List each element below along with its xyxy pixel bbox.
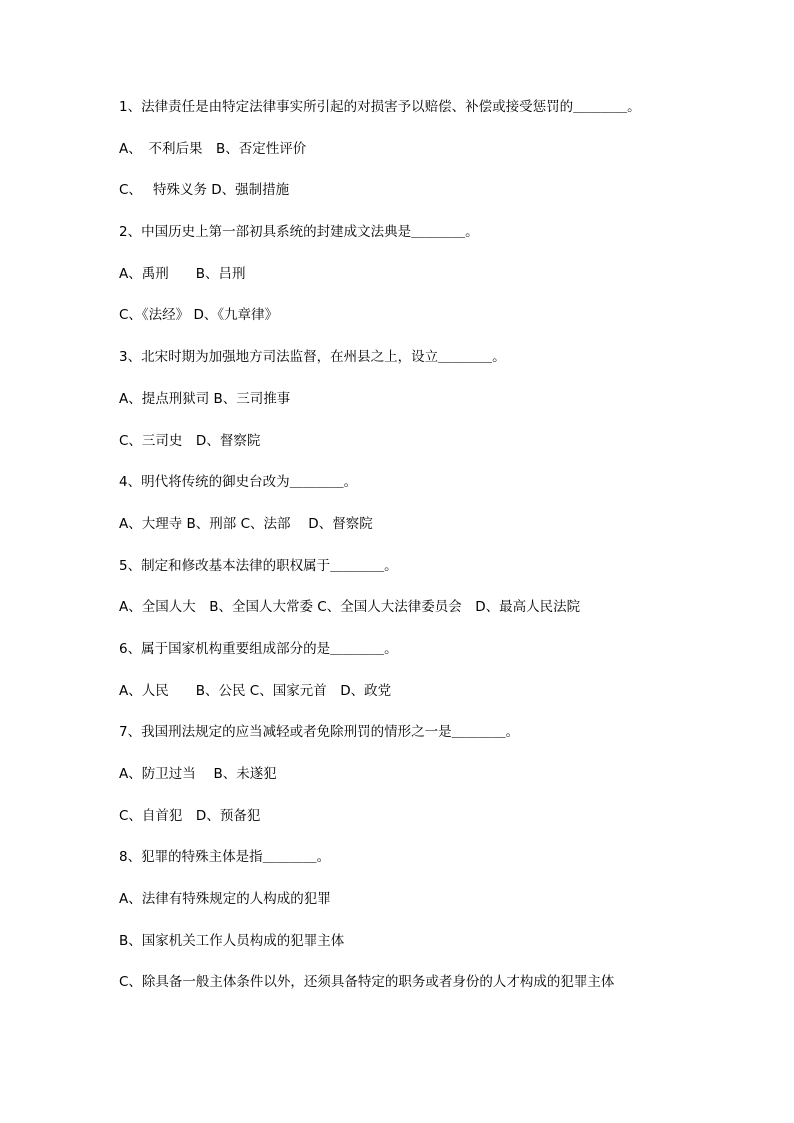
question-1-options-cd: C、 特殊义务 D、强制措施: [119, 182, 290, 199]
question-7-options-ab: A、防卫过当 B、未遂犯: [119, 766, 277, 782]
question-8-option-c: C、除具备一般主体条件以外，还须具备特定的职务或者身份的人才构成的犯罪主体: [119, 974, 615, 991]
question-6-text: 6、属于国家机构重要组成部分的是＿＿＿＿。: [119, 640, 398, 657]
question-7-options-cd: C、自首犯 D、预备犯: [119, 807, 261, 824]
question-6-options: A、人民 B、公民 C、国家元首 D、政党: [119, 682, 392, 699]
question-1-text: 1、法律责任是由特定法律事实所引起的对损害予以赔偿、补偿或接受惩罚的＿＿＿＿。: [119, 99, 641, 115]
question-2-options-cd: C、《法经》 D、《九章律》: [119, 307, 279, 324]
question-8-text: 8、犯罪的特殊主体是指＿＿＿＿。: [119, 849, 331, 866]
question-4-options: A、大理寺 B、刑部 C、法部 D、督察院: [119, 515, 373, 532]
question-2-text: 2、中国历史上第一部初具系统的封建成文法典是＿＿＿＿。: [119, 224, 479, 241]
question-3-text: 3、北宋时期为加强地方司法监督，在州县之上，设立＿＿＿＿。: [119, 349, 506, 366]
question-1-options-ab: A、 不利后果 B、否定性评价: [119, 140, 307, 157]
question-3-options-cd: C、三司史 D、督察院: [119, 432, 261, 449]
question-5-text: 5、制定和修改基本法律的职权属于＿＿＿＿。: [119, 557, 398, 574]
question-3-options-ab: A、提点刑狱司 B、三司推事: [119, 390, 291, 407]
question-5-options: A、全国人大 B、全国人大常委 C、全国人大法律委员会 D、最高人民法院: [119, 599, 581, 616]
question-8-option-b: B、国家机关工作人员构成的犯罪主体: [119, 932, 345, 949]
question-7-text: 7、我国刑法规定的应当减轻或者免除刑罚的情形之一是＿＿＿＿。: [119, 724, 520, 741]
question-4-text: 4、明代将传统的御史台改为＿＿＿＿。: [119, 474, 358, 491]
document-body: [119, 95, 739, 1012]
question-8-option-a: A、法律有特殊规定的人构成的犯罪: [119, 891, 331, 908]
question-2-options-ab: A、禹刑 B、吕刑: [119, 265, 246, 282]
